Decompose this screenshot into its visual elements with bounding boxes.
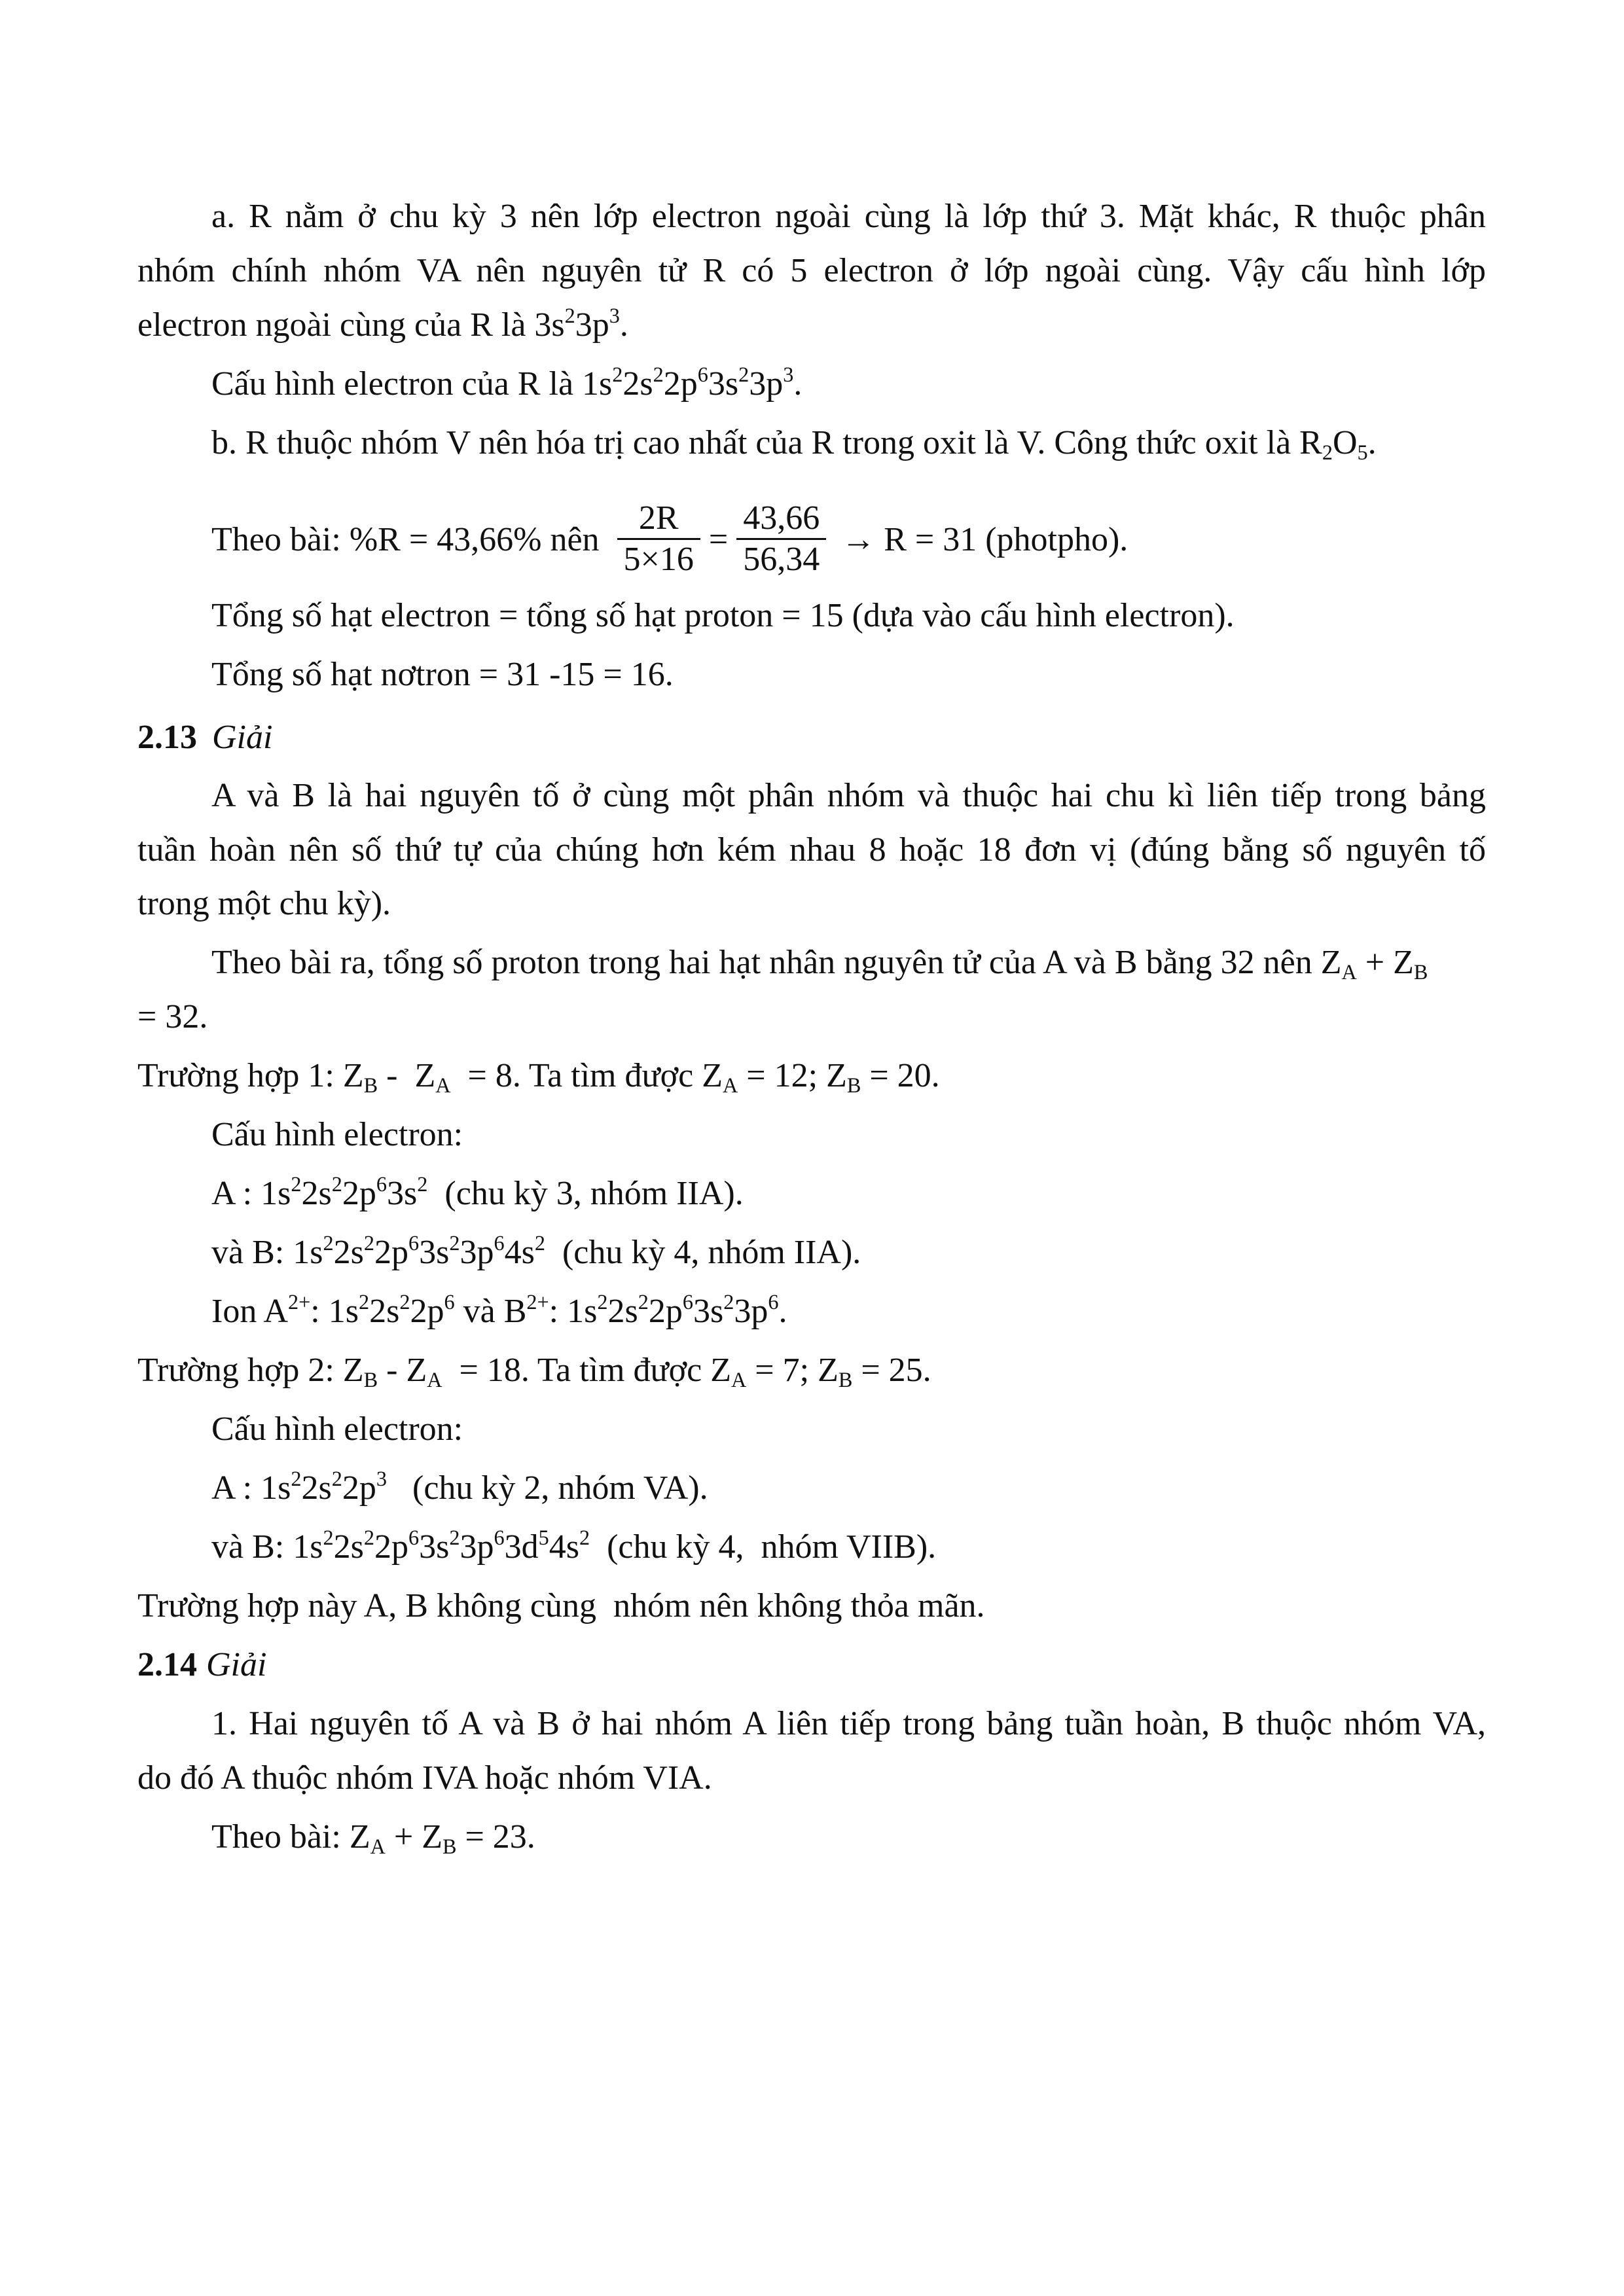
text-run: Theo bài: Z bbox=[211, 1818, 370, 1856]
orbital: 2s bbox=[607, 1293, 638, 1330]
subscript: B bbox=[1413, 960, 1428, 984]
paragraph-line: Cấu hình electron: bbox=[211, 1116, 463, 1153]
subscript: A bbox=[435, 1073, 451, 1098]
superscript: 3 bbox=[783, 363, 794, 387]
text-run: 3p bbox=[575, 306, 609, 344]
text-run: Trường hợp 1: Z bbox=[137, 1057, 364, 1094]
text-run: Theo bài: %R = 43,66% nên bbox=[211, 521, 600, 558]
superscript: 2 bbox=[417, 1172, 428, 1196]
superscript: 2 bbox=[534, 1231, 545, 1255]
fraction-numerator: 2R bbox=[617, 499, 700, 540]
orbital: 2s bbox=[333, 1234, 364, 1271]
paragraph-line bbox=[137, 1350, 931, 1391]
text-run: A : 1s bbox=[211, 1469, 291, 1507]
text-run: Theo bài ra, tổng số proton trong hai hạt nhân nguyên tử của A và B bằng 32 nên Z bbox=[211, 944, 1342, 981]
ion-charge: 2+ bbox=[288, 1290, 311, 1314]
subscript: A bbox=[370, 1835, 386, 1859]
text-run: . bbox=[793, 365, 803, 403]
superscript: 6 bbox=[444, 1290, 455, 1314]
subscript: B bbox=[363, 1073, 378, 1098]
orbital: 2p bbox=[374, 1234, 408, 1271]
text-run: (chu kỳ 4, nhóm IIA). bbox=[545, 1234, 861, 1271]
superscript: 6 bbox=[408, 1231, 420, 1255]
config-line bbox=[211, 1291, 787, 1332]
text-run: : 1s bbox=[310, 1293, 359, 1330]
superscript: 6 bbox=[494, 1231, 505, 1255]
paragraph-line: Tổng số hạt nơtron = 31 -15 = 16. bbox=[211, 656, 674, 693]
fraction bbox=[617, 499, 700, 579]
text-run: = 12; Z bbox=[738, 1057, 847, 1094]
orbital: 3s bbox=[387, 1175, 418, 1212]
orbital: 2p bbox=[374, 1528, 408, 1566]
orbital: 3s bbox=[693, 1293, 724, 1330]
text-run: và B: 1s bbox=[211, 1234, 323, 1271]
superscript: 3 bbox=[609, 304, 620, 328]
paragraph-line: Trường hợp này A, B không cùng nhóm nên không thỏa mãn. bbox=[137, 1587, 985, 1624]
subscript: B bbox=[838, 1368, 853, 1392]
text-run: b. R thuộc nhóm V nên hóa trị cao nhất của R trong oxit là V. Công thức oxit là R bbox=[211, 424, 1322, 461]
subscript: A bbox=[427, 1368, 442, 1392]
text-run: 2s bbox=[623, 365, 653, 403]
paragraph-line: nhóm chính nhóm VA nên nguyên tử R có 5 electron ở lớp ngoài cùng. Vậy cấu hình lớp bbox=[137, 252, 1486, 289]
subscript: A bbox=[731, 1368, 747, 1392]
subscript: A bbox=[1341, 960, 1357, 984]
text-run: = 8. Ta tìm được Z bbox=[450, 1057, 723, 1094]
superscript: 2 bbox=[291, 1172, 302, 1196]
fraction-denominator: 5×16 bbox=[623, 540, 694, 578]
superscript: 6 bbox=[697, 363, 708, 387]
text-run: 3s bbox=[708, 365, 739, 403]
text-run: (chu kỳ 2, nhóm VA). bbox=[387, 1469, 708, 1507]
text-run: - Z bbox=[378, 1057, 436, 1094]
text-run: A : 1s bbox=[211, 1175, 291, 1212]
section-number: 2.14 bbox=[137, 1646, 197, 1683]
superscript: 2 bbox=[323, 1526, 334, 1550]
paragraph-line: a. R nằm ở chu kỳ 3 nên lớp electron ngoài cùng là lớp thứ 3. Mặt khác, R thuộc phân bbox=[211, 198, 1486, 235]
text-run: = 25. bbox=[852, 1352, 931, 1389]
section-label: Giải bbox=[206, 1646, 267, 1683]
config-line bbox=[211, 1527, 936, 1568]
text-run: (chu kỳ 3, nhóm IIA). bbox=[427, 1175, 744, 1212]
orbital: 4s bbox=[549, 1528, 579, 1566]
text-run: = 20. bbox=[861, 1057, 940, 1094]
orbital: 3p bbox=[460, 1234, 494, 1271]
orbital: 2s bbox=[369, 1293, 400, 1330]
subscript: B bbox=[846, 1073, 861, 1098]
superscript: 2 bbox=[738, 363, 749, 387]
superscript: 2 bbox=[579, 1526, 590, 1550]
paragraph-line: Cấu hình electron: bbox=[211, 1410, 463, 1448]
superscript: 2 bbox=[653, 363, 664, 387]
text-run: = 18. Ta tìm được Z bbox=[442, 1352, 732, 1389]
superscript: 3 bbox=[376, 1467, 387, 1491]
superscript: 2 bbox=[363, 1526, 374, 1550]
text-run: + Z bbox=[385, 1818, 442, 1856]
orbital: 3s bbox=[419, 1234, 450, 1271]
subscript: 2 bbox=[1322, 440, 1333, 465]
text-run: O bbox=[1332, 424, 1358, 461]
superscript: 6 bbox=[408, 1526, 420, 1550]
text-run: + Z bbox=[1356, 944, 1414, 981]
subscript: B bbox=[363, 1368, 378, 1392]
superscript: 2 bbox=[291, 1467, 302, 1491]
text-run: - Z bbox=[378, 1352, 427, 1389]
subscript: A bbox=[723, 1073, 738, 1098]
orbital: 2p bbox=[648, 1293, 683, 1330]
equals-sign: = bbox=[708, 521, 729, 558]
paragraph-line: A và B là hai nguyên tố ở cùng một phân nhóm và thuộc hai chu kì liên tiếp trong bảng bbox=[211, 777, 1486, 814]
text-run: (chu kỳ 4, nhóm VIIB). bbox=[590, 1528, 937, 1566]
paragraph-line bbox=[211, 423, 1377, 463]
text-run: 3p bbox=[749, 365, 784, 403]
paragraph-line bbox=[211, 364, 802, 404]
paragraph-line: = 32. bbox=[137, 998, 208, 1035]
superscript: 2 bbox=[399, 1290, 410, 1314]
superscript: 6 bbox=[768, 1290, 779, 1314]
ion-charge: 2+ bbox=[526, 1290, 549, 1314]
paragraph-line bbox=[137, 305, 628, 346]
orbital: 4s bbox=[504, 1234, 535, 1271]
text-run: và B bbox=[454, 1293, 527, 1330]
superscript: 2 bbox=[449, 1231, 460, 1255]
paragraph-line: do đó A thuộc nhóm IVA hoặc nhóm VIA. bbox=[137, 1759, 712, 1797]
text-run: Trường hợp 2: Z bbox=[137, 1352, 364, 1389]
section-number: 2.13 bbox=[137, 719, 197, 756]
section-label: Giải bbox=[212, 719, 273, 756]
superscript: 6 bbox=[376, 1172, 387, 1196]
orbital: 2p bbox=[342, 1175, 376, 1212]
section-heading bbox=[137, 1645, 266, 1685]
text-run: Cấu hình electron của R là 1s bbox=[211, 365, 613, 403]
paragraph-line bbox=[137, 1056, 940, 1096]
text-run: = 7; Z bbox=[746, 1352, 839, 1389]
text-run: Ion A bbox=[211, 1293, 288, 1330]
superscript: 5 bbox=[538, 1526, 549, 1550]
superscript: 2 bbox=[358, 1290, 370, 1314]
paragraph-line bbox=[211, 942, 1428, 983]
superscript: 6 bbox=[682, 1290, 693, 1314]
paragraph-line: tuần hoàn nên số thứ tự của chúng hơn kém nhau 8 hoặc 18 đơn vị (đúng bằng số nguyên tố bbox=[137, 831, 1486, 869]
text-run: 2p bbox=[663, 365, 698, 403]
superscript: 2 bbox=[331, 1172, 342, 1196]
text-run: electron ngoài cùng của R là 3s bbox=[137, 306, 565, 344]
superscript: 2 bbox=[449, 1526, 460, 1550]
orbital: 3s bbox=[419, 1528, 450, 1566]
superscript: 2 bbox=[331, 1467, 342, 1491]
orbital: 2s bbox=[301, 1175, 332, 1212]
superscript: 2 bbox=[612, 363, 623, 387]
superscript: 6 bbox=[494, 1526, 505, 1550]
superscript: 2 bbox=[323, 1231, 334, 1255]
config-line bbox=[211, 1468, 708, 1509]
orbital: 3p bbox=[734, 1293, 768, 1330]
paragraph-line: trong một chu kỳ). bbox=[137, 885, 391, 922]
superscript: 2 bbox=[564, 304, 575, 328]
config-line bbox=[211, 1174, 744, 1214]
config-line bbox=[211, 1232, 861, 1273]
text-run: : 1s bbox=[549, 1293, 598, 1330]
section-heading bbox=[137, 717, 272, 758]
fraction-denominator: 56,34 bbox=[743, 540, 820, 578]
fraction bbox=[736, 499, 826, 579]
orbital: 3d bbox=[504, 1528, 539, 1566]
text-run: . bbox=[1367, 424, 1377, 461]
superscript: 2 bbox=[597, 1290, 608, 1314]
fraction-numerator: 43,66 bbox=[736, 499, 826, 540]
orbital: 2s bbox=[333, 1528, 364, 1566]
orbital: 3p bbox=[460, 1528, 494, 1566]
text-run: . bbox=[619, 306, 628, 344]
formula-line bbox=[211, 497, 1128, 583]
orbital: 2s bbox=[301, 1469, 332, 1507]
subscript: B bbox=[442, 1835, 457, 1859]
orbital: 2p bbox=[342, 1469, 376, 1507]
text-run: và B: 1s bbox=[211, 1528, 323, 1566]
superscript: 2 bbox=[723, 1290, 734, 1314]
superscript: 2 bbox=[363, 1231, 374, 1255]
orbital: 2p bbox=[410, 1293, 444, 1330]
text-run: = 23. bbox=[456, 1818, 535, 1856]
paragraph-line bbox=[211, 1817, 535, 1857]
text-run: . bbox=[778, 1293, 787, 1330]
superscript: 2 bbox=[638, 1290, 649, 1314]
text-run: → R = 31 (photpho). bbox=[841, 521, 1128, 558]
paragraph-line: 1. Hai nguyên tố A và B ở hai nhóm A liên tiếp trong bảng tuần hoàn, B thuộc nhóm VA, bbox=[211, 1705, 1486, 1742]
paragraph-line: Tổng số hạt electron = tổng số hạt proton = 15 (dựa vào cấu hình electron). bbox=[211, 597, 1235, 634]
subscript: 5 bbox=[1357, 440, 1368, 465]
